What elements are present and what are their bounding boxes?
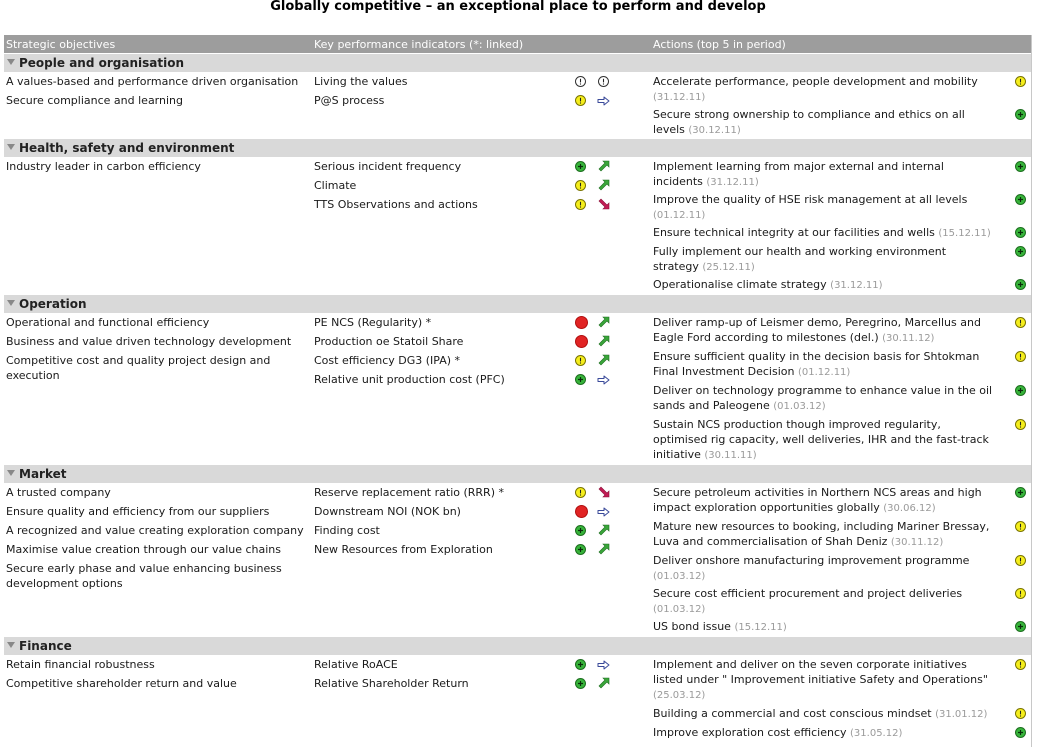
- objective-item: A values-based and performance driven organisation: [6, 75, 299, 88]
- action-text: Accelerate performance, people development and mobility: [653, 75, 978, 88]
- action-status-icon: [1015, 588, 1026, 599]
- kpi-item[interactable]: Cost efficiency DG3 (IPA) *: [314, 354, 461, 367]
- action-date: (30.11.12): [890, 537, 944, 548]
- action-date: (30.06.12): [883, 503, 936, 514]
- kpi-status-icon: [575, 335, 588, 348]
- action-text: US bond issue: [653, 620, 731, 633]
- action-status-icon: [1015, 161, 1026, 172]
- collapse-triangle-icon[interactable]: [7, 470, 15, 476]
- objective-item: Maximise value creation through our value chains: [6, 543, 282, 556]
- action-text: Implement learning from major external and internal incidents: [653, 160, 944, 188]
- action-status-icon: [1015, 246, 1026, 257]
- kpi-trend-arrow-icon: [597, 659, 611, 671]
- kpi-trend-icon: [598, 76, 609, 87]
- kpi-item[interactable]: New Resources from Exploration: [314, 543, 493, 556]
- action-text: Secure strong ownership to compliance and ethics on all levels: [653, 108, 965, 136]
- collapse-triangle-icon[interactable]: [7, 642, 15, 648]
- kpi-trend-arrow-icon: [597, 506, 611, 518]
- action-text: Deliver ramp-up of Leismer demo, Peregrino, Marcellus and Eagle Ford according to milestones (del.): [653, 316, 981, 344]
- action-item[interactable]: [653, 315, 993, 346]
- column-header-actions: Actions (top 5 in period): [653, 38, 786, 51]
- action-item[interactable]: [653, 107, 993, 138]
- action-date: (31.05.12): [850, 728, 903, 739]
- action-text: Mature new resources to booking, including Mariner Bressay, Luva and commercialisation of Shah Deniz: [653, 520, 990, 548]
- kpi-item[interactable]: Downstream NOI (NOK bn): [314, 505, 461, 518]
- action-text: Secure petroleum activities in Northern NCS areas and high impact exploration opportunities globally: [653, 486, 982, 514]
- kpi-trend-arrow-icon: [597, 374, 611, 386]
- action-item[interactable]: [653, 586, 993, 617]
- action-status-icon: [1015, 385, 1026, 396]
- collapse-triangle-icon[interactable]: [7, 144, 15, 150]
- action-item[interactable]: [653, 277, 993, 293]
- section-title: Operation: [19, 297, 87, 311]
- action-text: Implement and deliver on the seven corporate initiatives listed under " Improvement initiative Safety and Operations": [653, 658, 988, 686]
- action-item[interactable]: [653, 383, 993, 414]
- kpi-trend-arrow-icon: [597, 677, 611, 689]
- action-date: (30.12.11): [688, 125, 741, 136]
- section-header-market[interactable]: [4, 465, 1031, 483]
- action-date: (15.12.11): [734, 622, 787, 633]
- action-text: Operationalise climate strategy: [653, 278, 827, 291]
- action-item[interactable]: [653, 417, 993, 463]
- action-date: (31.12.11): [706, 177, 759, 188]
- section-header-operation[interactable]: [4, 295, 1031, 313]
- action-date: (01.03.12): [773, 401, 826, 412]
- action-date: (15.12.11): [938, 228, 991, 239]
- action-status-icon: [1015, 487, 1026, 498]
- kpi-trend-arrow-icon: [597, 335, 611, 347]
- action-item[interactable]: [653, 244, 993, 275]
- objective-item: Industry leader in carbon efficiency: [6, 160, 201, 173]
- kpi-item[interactable]: Serious incident frequency: [314, 160, 462, 173]
- column-header-bar: [4, 35, 1031, 53]
- kpi-trend-arrow-icon: [597, 198, 611, 210]
- kpi-status-icon: [575, 544, 586, 555]
- action-text: Secure cost efficient procurement and project deliveries: [653, 587, 963, 600]
- objective-item: Secure compliance and learning: [6, 94, 183, 107]
- kpi-status-icon: [575, 355, 586, 366]
- action-status-icon: [1015, 555, 1026, 566]
- kpi-item[interactable]: Production oe Statoil Share: [314, 335, 464, 348]
- action-status-icon: [1015, 419, 1026, 430]
- kpi-status-icon: [575, 505, 588, 518]
- objective-item: Retain financial robustness: [6, 658, 155, 671]
- action-item[interactable]: [653, 657, 998, 703]
- section-header-people[interactable]: [4, 54, 1031, 72]
- kpi-item[interactable]: Relative unit production cost (PFC): [314, 373, 505, 386]
- section-title: Market: [19, 467, 67, 481]
- action-text: Building a commercial and cost conscious mindset: [653, 707, 932, 720]
- objective-item: Business and value driven technology development: [6, 335, 292, 348]
- kpi-trend-arrow-icon: [597, 316, 611, 328]
- kpi-status-icon: [575, 95, 586, 106]
- kpi-trend-arrow-icon: [597, 179, 611, 191]
- kpi-status-icon: [575, 180, 586, 191]
- kpi-item[interactable]: TTS Observations and actions: [314, 198, 478, 211]
- action-date: (30.11.11): [704, 450, 757, 461]
- kpi-item[interactable]: Reserve replacement ratio (RRR) *: [314, 486, 504, 499]
- action-status-icon: [1015, 194, 1026, 205]
- kpi-item[interactable]: Relative RoACE: [314, 658, 398, 671]
- action-date: (01.12.11): [653, 210, 706, 221]
- section-header-hse[interactable]: [4, 139, 1031, 157]
- action-item[interactable]: [653, 553, 993, 584]
- action-status-icon: [1015, 351, 1026, 362]
- action-text: Ensure sufficient quality in the decision basis for Shtokman Final Investment Decision: [653, 350, 980, 378]
- action-text: Fully implement our health and working environment strategy: [653, 245, 947, 273]
- action-status-icon: [1015, 521, 1026, 532]
- kpi-item[interactable]: Finding cost: [314, 524, 380, 537]
- kpi-status-icon: [575, 487, 586, 498]
- kpi-status-icon: [575, 374, 586, 385]
- action-date: (25.12.11): [702, 262, 755, 273]
- column-header-kpis: Key performance indicators (*: linked): [314, 38, 524, 51]
- kpi-status-icon: [575, 161, 586, 172]
- action-status-icon: [1015, 279, 1026, 290]
- kpi-status-icon: [575, 678, 586, 689]
- action-text: Improve the quality of HSE risk management at all levels: [653, 193, 968, 206]
- action-date: (31.12.11): [653, 92, 706, 103]
- kpi-trend-arrow-icon: [597, 354, 611, 366]
- column-header-objectives: Strategic objectives: [6, 38, 116, 51]
- kpi-status-icon: [575, 316, 588, 329]
- action-date: (25.03.12): [653, 690, 706, 701]
- action-status-icon: [1015, 659, 1026, 670]
- kpi-item[interactable]: Relative Shareholder Return: [314, 677, 469, 690]
- kpi-status-icon: [575, 76, 586, 87]
- action-item[interactable]: [653, 725, 998, 741]
- objective-item: Competitive cost and quality project design and execution: [6, 354, 271, 382]
- section-title: Health, safety and environment: [19, 141, 235, 155]
- action-text: Deliver onshore manufacturing improvement programme: [653, 554, 970, 567]
- right-border: [1031, 35, 1032, 747]
- action-date: (01.03.12): [653, 604, 706, 615]
- action-status-icon: [1015, 727, 1026, 738]
- kpi-status-icon: [575, 199, 586, 210]
- action-date: (30.11.12): [882, 333, 935, 344]
- objective-item: Operational and functional efficiency: [6, 316, 210, 329]
- kpi-trend-arrow-icon: [597, 524, 611, 536]
- section-header-finance[interactable]: [4, 637, 1031, 655]
- kpi-trend-arrow-icon: [597, 160, 611, 172]
- action-status-icon: [1015, 109, 1026, 120]
- action-status-icon: [1015, 621, 1026, 632]
- action-status-icon: [1015, 317, 1026, 328]
- objective-item: A recognized and value creating exploration company: [6, 524, 304, 537]
- action-date: (01.12.11): [797, 367, 851, 378]
- kpi-item[interactable]: Climate: [314, 179, 357, 192]
- action-text: Sustain NCS production though improved regularity, optimised rig capacity, well deliveries, IHR and the fast-track initiative: [653, 418, 989, 461]
- action-text: Improve exploration cost efficiency: [653, 726, 847, 739]
- action-item[interactable]: [653, 519, 993, 550]
- section-title: People and organisation: [19, 56, 184, 70]
- objective-item: A trusted company: [6, 486, 111, 499]
- action-status-icon: [1015, 227, 1026, 238]
- kpi-trend-arrow-icon: [597, 486, 611, 498]
- action-item[interactable]: [653, 485, 993, 516]
- kpi-status-icon: [575, 659, 586, 670]
- action-item[interactable]: [653, 74, 993, 105]
- kpi-trend-arrow-icon: [597, 543, 611, 555]
- kpi-item[interactable]: P@S process: [314, 94, 385, 107]
- action-item[interactable]: [653, 349, 993, 380]
- page-title: Globally competitive – an exceptional place to perform and develop: [270, 0, 766, 14]
- kpi-item[interactable]: Living the values: [314, 75, 408, 88]
- objective-item: Ensure quality and efficiency from our suppliers: [6, 505, 270, 518]
- action-date: (31.01.12): [935, 709, 988, 720]
- action-text: Deliver on technology programme to enhance value in the oil sands and Paleogene: [653, 384, 993, 412]
- action-status-icon: [1015, 76, 1026, 87]
- action-date: (31.12.11): [830, 280, 883, 291]
- kpi-status-icon: [575, 525, 586, 536]
- action-item[interactable]: [653, 225, 998, 241]
- section-title: Finance: [19, 639, 72, 653]
- objective-item: Competitive shareholder return and value: [6, 677, 237, 690]
- objective-item: Secure early phase and value enhancing business development options: [6, 562, 282, 590]
- kpi-trend-arrow-icon: [597, 95, 611, 107]
- action-item[interactable]: [653, 706, 998, 722]
- collapse-triangle-icon[interactable]: [7, 300, 15, 306]
- action-text: Ensure technical integrity at our facilities and wells: [653, 226, 935, 239]
- action-status-icon: [1015, 708, 1026, 719]
- collapse-triangle-icon[interactable]: [7, 59, 15, 65]
- kpi-item[interactable]: PE NCS (Regularity) *: [314, 316, 432, 329]
- action-item[interactable]: [653, 159, 993, 190]
- action-date: (01.03.12): [653, 571, 706, 582]
- action-item[interactable]: [653, 619, 993, 635]
- action-item[interactable]: [653, 192, 993, 223]
